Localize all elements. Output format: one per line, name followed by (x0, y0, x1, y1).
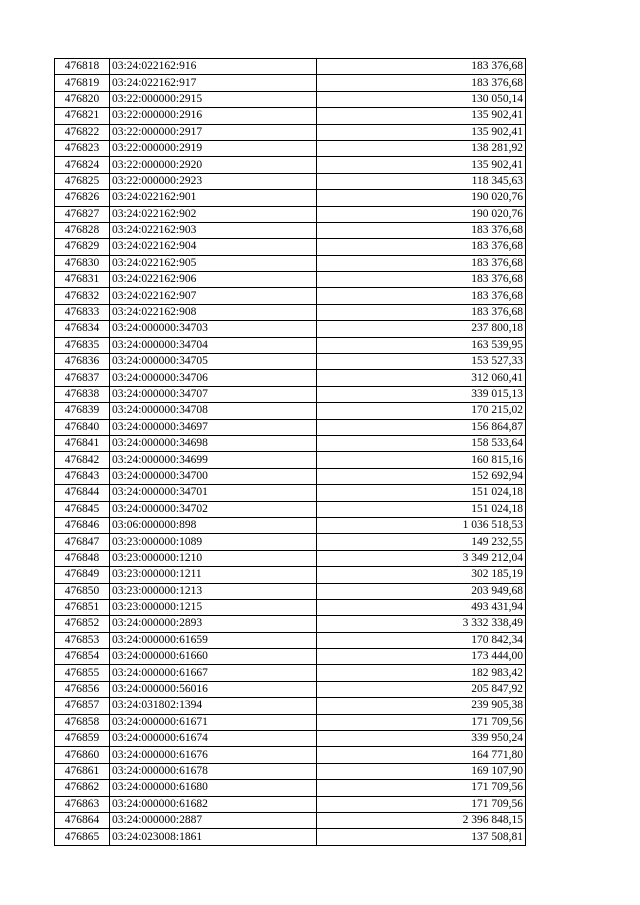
cadastral-number: 03:24:031802:1394 (110, 698, 317, 714)
cadastral-value: 2 396 848,15 (317, 812, 526, 828)
cadastral-value: 493 431,94 (317, 599, 526, 615)
cadastral-number: 03:24:000000:61667 (110, 665, 317, 681)
cadastral-value: 183 376,68 (317, 288, 526, 304)
table-row (55, 108, 526, 124)
cadastral-value: 149 232,55 (317, 534, 526, 550)
row-number: 476835 (55, 337, 110, 353)
row-number: 476827 (55, 206, 110, 222)
cadastral-value: 339 015,13 (317, 386, 526, 402)
cadastral-value: 163 539,95 (317, 337, 526, 353)
cadastral-value: 169 107,90 (317, 763, 526, 779)
cadastral-number: 03:24:000000:56016 (110, 681, 317, 697)
cadastral-number: 03:23:000000:1211 (110, 567, 317, 583)
table-row (55, 583, 526, 599)
cadastral-number: 03:24:000000:2893 (110, 616, 317, 632)
table-row (55, 698, 526, 714)
cadastral-value: 302 185,19 (317, 567, 526, 583)
cadastral-value: 183 376,68 (317, 239, 526, 255)
table-row (55, 796, 526, 812)
cadastral-number: 03:24:000000:34701 (110, 485, 317, 501)
table-row (55, 190, 526, 206)
cadastral-number: 03:24:000000:61676 (110, 747, 317, 763)
cadastral-number: 03:24:000000:34704 (110, 337, 317, 353)
cadastral-number: 03:24:000000:61678 (110, 763, 317, 779)
table-row (55, 714, 526, 730)
row-number: 476821 (55, 108, 110, 124)
row-number: 476831 (55, 272, 110, 288)
table-row (55, 321, 526, 337)
row-number: 476850 (55, 583, 110, 599)
row-number: 476865 (55, 829, 110, 845)
cadastral-value: 183 376,68 (317, 304, 526, 320)
row-number: 476848 (55, 550, 110, 566)
row-number: 476819 (55, 75, 110, 91)
table-row (55, 435, 526, 451)
table-row (55, 747, 526, 763)
cadastral-value: 170 215,02 (317, 403, 526, 419)
cadastral-number: 03:24:022162:917 (110, 75, 317, 91)
row-number: 476854 (55, 649, 110, 665)
cadastral-number: 03:22:000000:2920 (110, 157, 317, 173)
cadastral-value: 160 815,16 (317, 452, 526, 468)
cadastral-value: 151 024,18 (317, 485, 526, 501)
row-number: 476833 (55, 304, 110, 320)
table-row (55, 403, 526, 419)
row-number: 476824 (55, 157, 110, 173)
row-number: 476852 (55, 616, 110, 632)
table-row (55, 140, 526, 156)
cadastral-value: 203 949,68 (317, 583, 526, 599)
cadastral-number: 03:24:000000:34708 (110, 403, 317, 419)
cadastral-value: 183 376,68 (317, 75, 526, 91)
row-number: 476818 (55, 59, 110, 75)
cadastral-value: 137 508,81 (317, 829, 526, 845)
cadastral-value: 153 527,33 (317, 354, 526, 370)
row-number: 476820 (55, 91, 110, 107)
table-row (55, 665, 526, 681)
table-row (55, 534, 526, 550)
table-row (55, 812, 526, 828)
cadastral-number: 03:24:022162:907 (110, 288, 317, 304)
row-number: 476844 (55, 485, 110, 501)
cadastral-number: 03:24:022162:903 (110, 222, 317, 238)
table-row (55, 763, 526, 779)
cadastral-number: 03:22:000000:2916 (110, 108, 317, 124)
cadastral-value: 339 950,24 (317, 731, 526, 747)
cadastral-value: 171 709,56 (317, 796, 526, 812)
row-number: 476861 (55, 763, 110, 779)
row-number: 476830 (55, 255, 110, 271)
cadastral-value: 135 902,41 (317, 108, 526, 124)
cadastral-value: 183 376,68 (317, 59, 526, 75)
cadastral-number: 03:24:000000:34702 (110, 501, 317, 517)
cadastral-value: 182 983,42 (317, 665, 526, 681)
row-number: 476836 (55, 354, 110, 370)
row-number: 476864 (55, 812, 110, 828)
cadastral-number: 03:22:000000:2923 (110, 173, 317, 189)
row-number: 476834 (55, 321, 110, 337)
table-row (55, 780, 526, 796)
cadastral-number: 03:24:000000:61671 (110, 714, 317, 730)
table-row (55, 91, 526, 107)
cadastral-number: 03:24:000000:34698 (110, 435, 317, 451)
cadastral-number: 03:23:000000:1213 (110, 583, 317, 599)
row-number: 476862 (55, 780, 110, 796)
cadastral-number: 03:24:000000:34706 (110, 370, 317, 386)
table-row (55, 599, 526, 615)
cadastral-value: 135 902,41 (317, 124, 526, 140)
table-row (55, 255, 526, 271)
cadastral-number: 03:24:000000:34700 (110, 468, 317, 484)
row-number: 476843 (55, 468, 110, 484)
row-number: 476841 (55, 435, 110, 451)
table-row (55, 272, 526, 288)
cadastral-number: 03:22:000000:2915 (110, 91, 317, 107)
cadastral-value: 158 533,64 (317, 435, 526, 451)
cadastral-number: 03:24:022162:902 (110, 206, 317, 222)
table-row (55, 173, 526, 189)
row-number: 476849 (55, 567, 110, 583)
cadastral-value: 190 020,76 (317, 190, 526, 206)
cadastral-value: 183 376,68 (317, 222, 526, 238)
table-row (55, 239, 526, 255)
table-row (55, 567, 526, 583)
row-number: 476839 (55, 403, 110, 419)
row-number: 476840 (55, 419, 110, 435)
cadastral-number: 03:24:000000:34707 (110, 386, 317, 402)
table-row (55, 222, 526, 238)
cadastral-value: 130 050,14 (317, 91, 526, 107)
cadastral-value: 152 692,94 (317, 468, 526, 484)
row-number: 476846 (55, 517, 110, 533)
table-row (55, 59, 526, 75)
cadastral-number: 03:24:000000:34697 (110, 419, 317, 435)
row-number: 476853 (55, 632, 110, 648)
table-row (55, 632, 526, 648)
table-row (55, 206, 526, 222)
cadastral-value: 171 709,56 (317, 780, 526, 796)
cadastral-number: 03:23:000000:1215 (110, 599, 317, 615)
row-number: 476822 (55, 124, 110, 140)
cadastral-number: 03:22:000000:2919 (110, 140, 317, 156)
table-row (55, 501, 526, 517)
table-row (55, 75, 526, 91)
cadastral-value: 171 709,56 (317, 714, 526, 730)
table-row (55, 452, 526, 468)
cadastral-number: 03:22:000000:2917 (110, 124, 317, 140)
table-row (55, 288, 526, 304)
cadastral-value: 205 847,92 (317, 681, 526, 697)
cadastral-value: 183 376,68 (317, 272, 526, 288)
cadastral-number: 03:24:000000:34703 (110, 321, 317, 337)
table-row (55, 157, 526, 173)
table-row (55, 337, 526, 353)
cadastral-number: 03:24:022162:916 (110, 59, 317, 75)
row-number: 476837 (55, 370, 110, 386)
cadastral-number: 03:24:023008:1861 (110, 829, 317, 845)
row-number: 476851 (55, 599, 110, 615)
cadastral-number: 03:24:022162:906 (110, 272, 317, 288)
cadastral-value: 138 281,92 (317, 140, 526, 156)
table-row (55, 616, 526, 632)
cadastral-value: 156 864,87 (317, 419, 526, 435)
row-number: 476857 (55, 698, 110, 714)
cadastral-value: 239 905,38 (317, 698, 526, 714)
row-number: 476855 (55, 665, 110, 681)
cadastral-value: 190 020,76 (317, 206, 526, 222)
cadastral-number: 03:23:000000:1210 (110, 550, 317, 566)
row-number: 476847 (55, 534, 110, 550)
table-row (55, 681, 526, 697)
row-number: 476863 (55, 796, 110, 812)
cadastral-number: 03:06:000000:898 (110, 517, 317, 533)
row-number: 476858 (55, 714, 110, 730)
row-number: 476860 (55, 747, 110, 763)
table-row (55, 370, 526, 386)
cadastral-number: 03:24:000000:34705 (110, 354, 317, 370)
table-row (55, 304, 526, 320)
table-body (55, 59, 526, 846)
table-row (55, 419, 526, 435)
cadastral-number: 03:24:000000:34699 (110, 452, 317, 468)
cadastral-value: 151 024,18 (317, 501, 526, 517)
cadastral-number: 03:24:000000:61680 (110, 780, 317, 796)
cadastral-value: 183 376,68 (317, 255, 526, 271)
cadastral-number: 03:24:000000:61682 (110, 796, 317, 812)
cadastral-number: 03:24:000000:61674 (110, 731, 317, 747)
row-number: 476828 (55, 222, 110, 238)
row-number: 476842 (55, 452, 110, 468)
cadastral-value: 173 444,00 (317, 649, 526, 665)
cadastral-number: 03:24:022162:908 (110, 304, 317, 320)
cadastral-number: 03:24:022162:904 (110, 239, 317, 255)
row-number: 476826 (55, 190, 110, 206)
cadastral-number: 03:23:000000:1089 (110, 534, 317, 550)
table-row (55, 124, 526, 140)
cadastral-value-table (54, 58, 526, 846)
table-row (55, 485, 526, 501)
cadastral-value: 170 842,34 (317, 632, 526, 648)
row-number: 476838 (55, 386, 110, 402)
cadastral-number: 03:24:000000:2887 (110, 812, 317, 828)
table-row (55, 649, 526, 665)
row-number: 476845 (55, 501, 110, 517)
row-number: 476829 (55, 239, 110, 255)
cadastral-number: 03:24:000000:61659 (110, 632, 317, 648)
row-number: 476825 (55, 173, 110, 189)
cadastral-number: 03:24:000000:61660 (110, 649, 317, 665)
table-row (55, 550, 526, 566)
row-number: 476856 (55, 681, 110, 697)
cadastral-value: 118 345,63 (317, 173, 526, 189)
table-row (55, 829, 526, 845)
row-number: 476823 (55, 140, 110, 156)
cadastral-value: 237 800,18 (317, 321, 526, 337)
table-row (55, 517, 526, 533)
cadastral-value: 164 771,80 (317, 747, 526, 763)
cadastral-value: 3 332 338,49 (317, 616, 526, 632)
cadastral-value: 312 060,41 (317, 370, 526, 386)
cadastral-value: 135 902,41 (317, 157, 526, 173)
table-row (55, 468, 526, 484)
row-number: 476832 (55, 288, 110, 304)
cadastral-value: 3 349 212,04 (317, 550, 526, 566)
cadastral-value: 1 036 518,53 (317, 517, 526, 533)
table-row (55, 386, 526, 402)
table-row (55, 731, 526, 747)
cadastral-number: 03:24:022162:901 (110, 190, 317, 206)
cadastral-number: 03:24:022162:905 (110, 255, 317, 271)
table-row (55, 354, 526, 370)
row-number: 476859 (55, 731, 110, 747)
